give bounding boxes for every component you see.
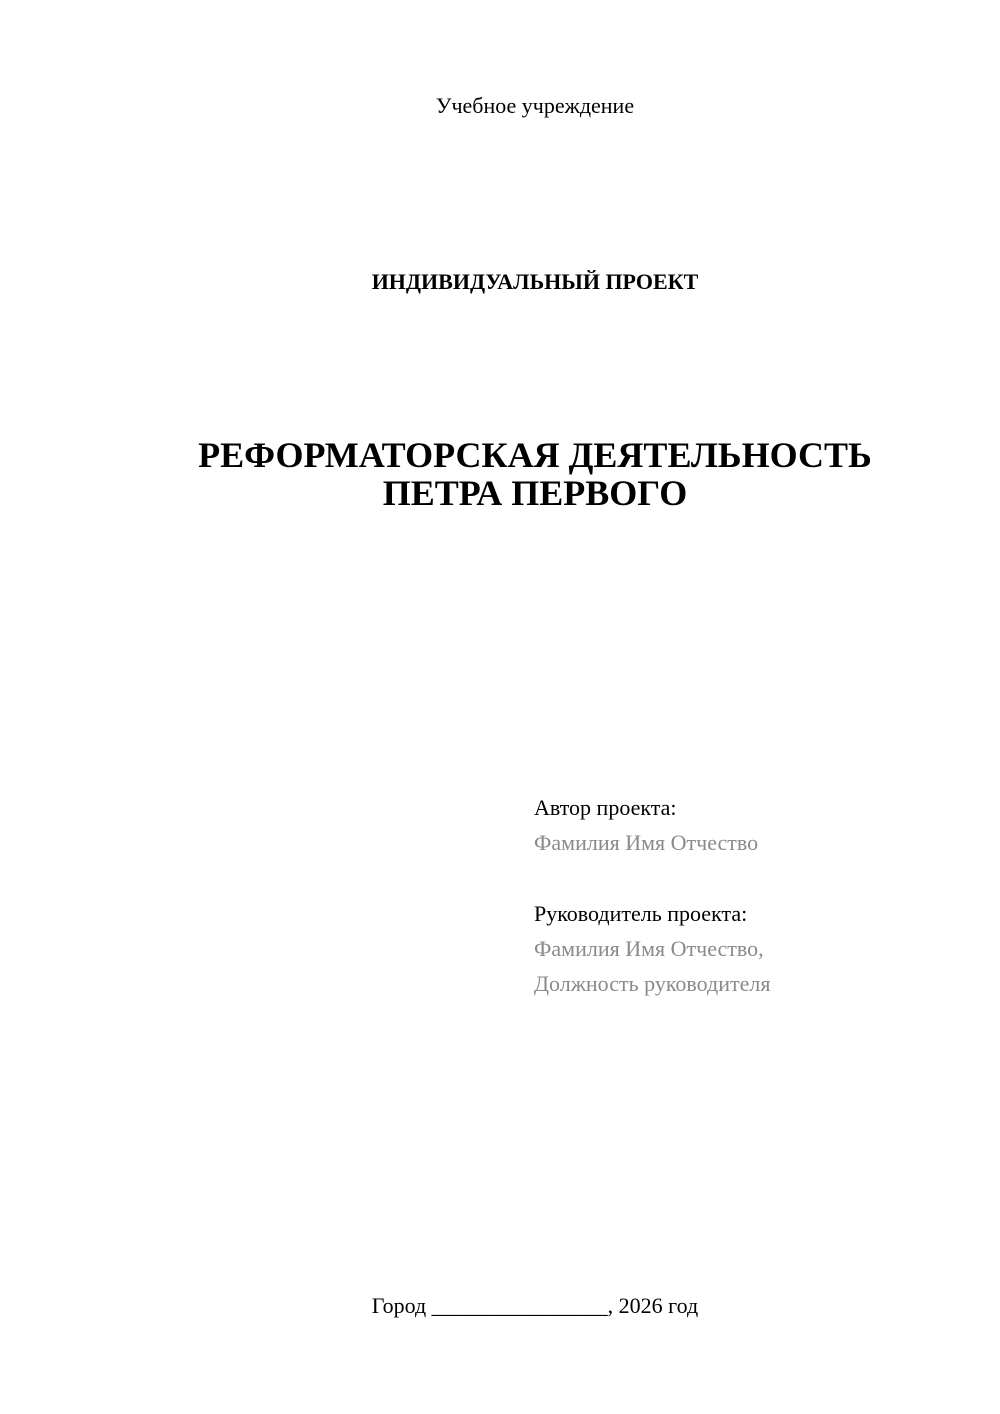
document-title-line-2: ПЕТРА ПЕРВОГО: [382, 473, 688, 513]
project-type-heading: ИНДИВИДУАЛЬНЫЙ ПРОЕКТ: [371, 269, 699, 294]
supervisor-label: Руководитель проекта:: [534, 901, 748, 926]
credits-spacer: [534, 860, 770, 896]
supervisor-position: Должность руководителя: [534, 971, 771, 996]
supervisor-name: Фамилия Имя Отчество,: [534, 936, 764, 961]
author-name: Фамилия Имя Отчество: [534, 830, 759, 855]
city-year-line: Город ________________, 2026 год: [371, 1293, 699, 1318]
institution-name: Учебное учреждение: [435, 93, 635, 118]
author-label: Автор проекта:: [534, 795, 677, 820]
document-title-line-1: РЕФОРМАТОРСКАЯ ДЕЯТЕЛЬНОСТЬ: [198, 435, 872, 475]
project-credits: [534, 790, 770, 1001]
document-title: [0, 436, 1000, 512]
